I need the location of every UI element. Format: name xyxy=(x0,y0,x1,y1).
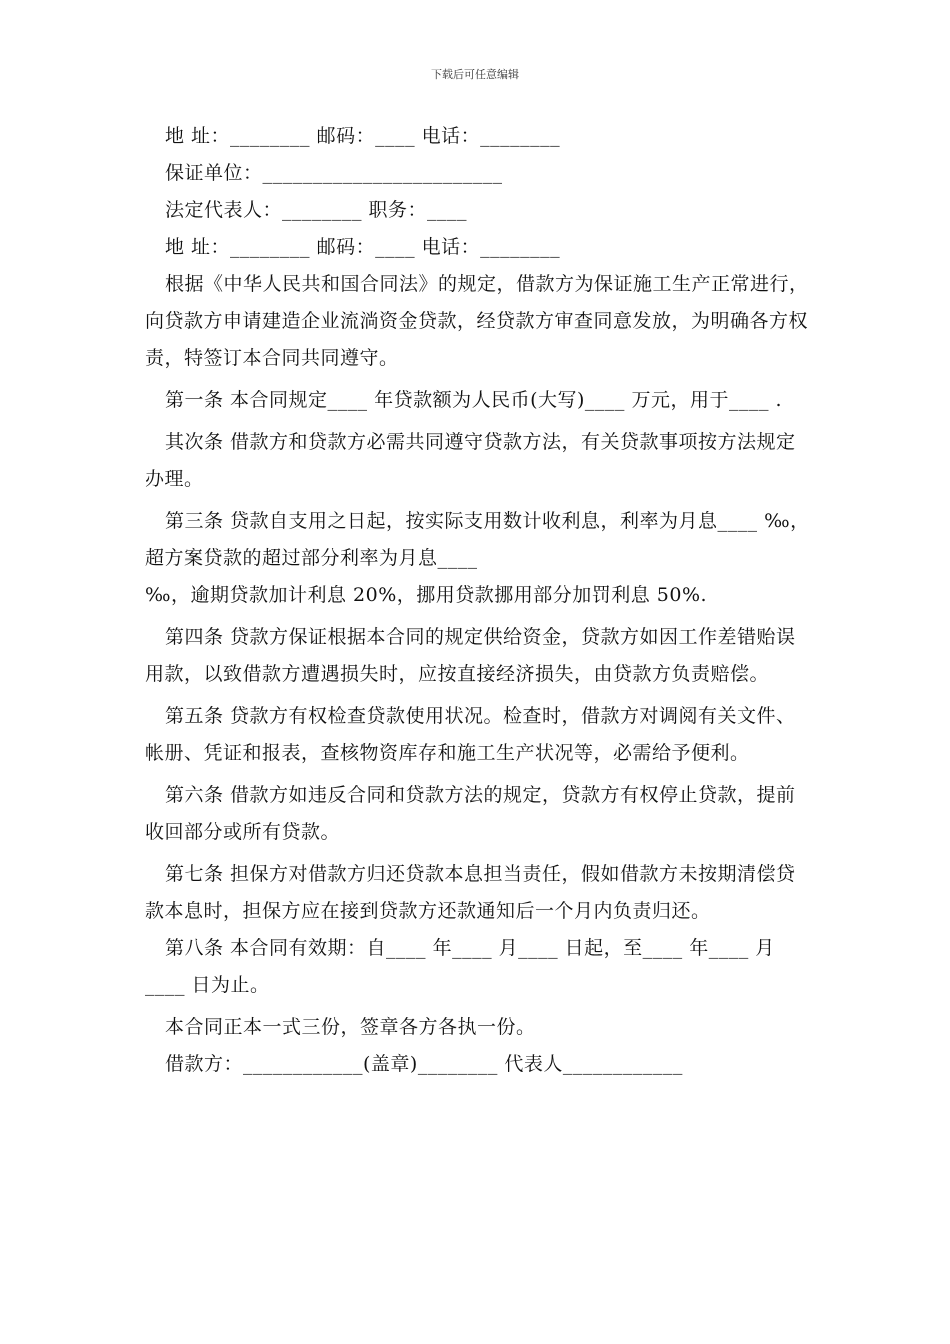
address-line-2: 地 址：________ 邮码：____ 电话：________ xyxy=(165,236,561,258)
copies-statement: 本合同正本一式三份，签章各方各执一份。 xyxy=(165,1016,536,1038)
preamble-paragraph: 根据《中华人民共和国合同法》的规定，借款方为保证施工生产正常进行，向贷款方申请建造企业流淌资金贷款，经贷款方审查同意发放，为明确各方权责，特签订本合同共同遵守。 xyxy=(145,273,809,369)
guarantor-unit-line: 保证单位：________________________ xyxy=(165,162,503,184)
article-7: 第七条 担保方对借款方归还贷款本息担当责任，假如借款方未按期清偿贷款本息时，担保方应在接到贷款方还款通知后一个月内负责归还。 xyxy=(145,863,796,922)
document-body xyxy=(145,118,810,1083)
article-2: 其次条 借款方和贷款方必需共同遵守贷款方法，有关贷款事项按方法规定办理。 xyxy=(145,431,796,490)
address-line-1: 地 址：________ 邮码：____ 电话：________ xyxy=(165,125,561,147)
article-1: 第一条 本合同规定____ 年贷款额为人民币(大写)____ 万元，用于____ . xyxy=(165,389,783,411)
article-6: 第六条 借款方如违反合同和贷款方法的规定，贷款方有权停止贷款，提前收回部分或所有贷款。 xyxy=(145,784,796,843)
page-header: 下载后可任意编辑 xyxy=(431,68,519,81)
article-3: 第三条 贷款自支用之日起，按实际支用数计收利息，利率为月息____ ‰，超方案贷款的超过部分利率为月息____ xyxy=(145,510,810,569)
borrower-signature-line: 借款方：____________(盖章)________ 代表人____________ xyxy=(165,1053,683,1075)
legal-representative-line: 法定代表人：________ 职务：____ xyxy=(165,199,468,221)
article-4: 第四条 贷款方保证根据本合同的规定供给资金，贷款方如因工作差错贻误用款，以致借款方遭遇损失时，应按直接经济损失，由贷款方负责赔偿。 xyxy=(145,626,796,685)
article-5: 第五条 贷款方有权检查贷款使用状况。检查时，借款方对调阅有关文件、帐册、凭证和报表，查核物资库存和施工生产状况等，必需给予便利。 xyxy=(145,705,796,764)
article-3-continuation: ‰，逾期贷款加计利息 20%，挪用贷款挪用部分加罚利息 50%. xyxy=(145,584,708,606)
article-8: 第八条 本合同有效期：自____ 年____ 月____ 日起，至____ 年____ 月____ 日为止。 xyxy=(145,937,775,996)
